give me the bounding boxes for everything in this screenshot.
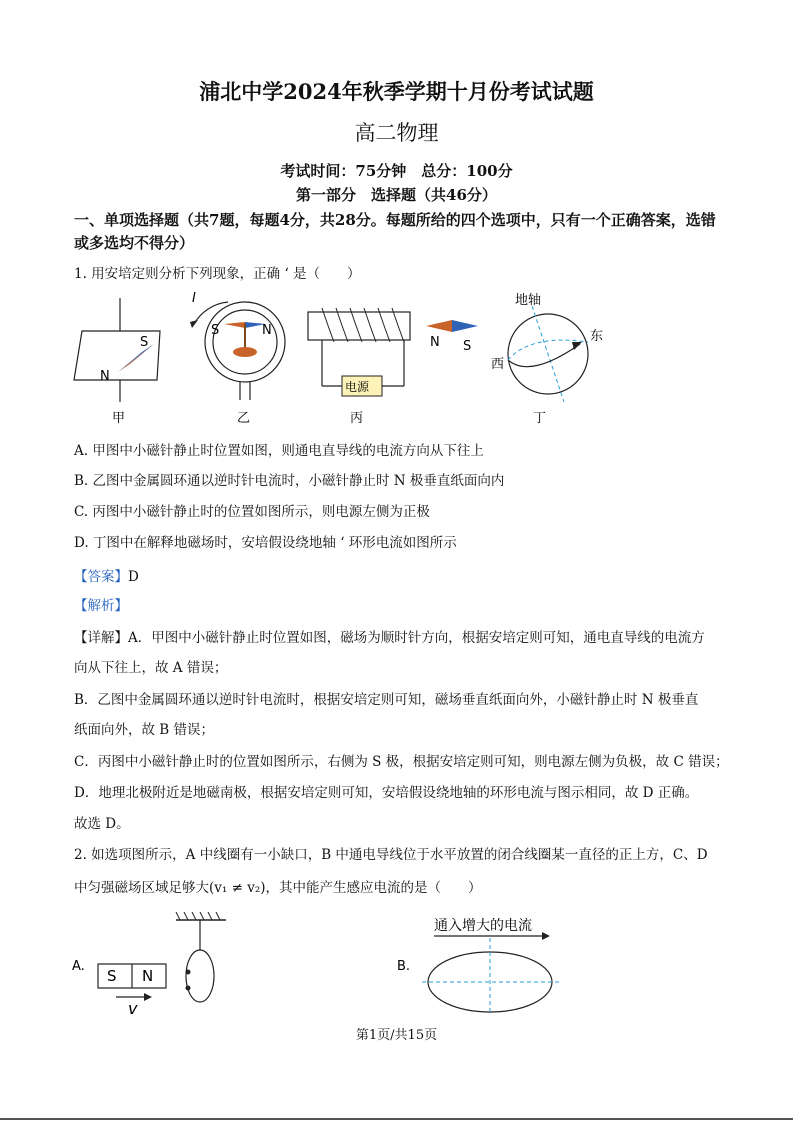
q2-stem-line1: 2. 如选项图所示，A 中线圈有一小缺口，B 中通电导线位于水平放置的闭合线圈某一直径的正上方，C、D [74,847,708,863]
q2-figure-b [397,917,560,1012]
figure-ding [491,292,603,426]
east-label: 东 [590,329,604,344]
west-label: 西 [491,357,505,372]
q1-stem: 1. 用安培定则分析下列现象，正确 ʻ 是（ ） [74,266,361,282]
caption-ding: 丁 [533,411,547,426]
figure-jia [74,298,160,426]
explanation-line: C．丙图中小磁针静止时的位置如图所示，右侧为 S 极，根据安培定则可知，则电源左侧为负极，故 C 错误； [74,754,729,770]
current-text: 通入增大的电流 [434,918,532,934]
caption-jia: 甲 [112,411,126,426]
q1-analysis [74,594,128,614]
part-heading: 第一部分 选择题（共46分） [296,186,497,204]
q1-option-b: B. 乙图中金属圆环通以逆时针电流时，小磁针静止时 N 极垂直纸面向内 [74,473,505,489]
q2-figure-a [72,912,226,1018]
label-n: N [262,323,272,338]
label-s: S [140,335,149,350]
q1-answer [74,565,139,585]
power-source-label: 电源 [345,380,370,394]
explanation-line: 故选 D。 [74,816,130,832]
explanation-line: 向从下往上，故 A 错误； [74,660,228,676]
label-n: N [100,369,110,384]
page-bottom-border [0,1118,793,1120]
label-s: S [211,323,220,338]
explanation-line: 【详解】A．甲图中小磁针静止时位置如图，磁场为顺时针方向，根据安培定则可知，通电直导线的电流方 [74,630,705,646]
q2-stem-line2: 中匀强磁场区域足够大(v₁ ≠ v₂)，其中能产生感应电流的是（ ） [74,880,482,896]
q2-figures [70,910,590,1020]
axis-label: 地轴 [515,293,542,308]
caption-yi: 乙 [237,411,251,426]
magnet-n-label: N [142,967,154,985]
exam-info: 考试时间：75分钟 总分：100分 [280,162,513,180]
caption-bing: 丙 [350,411,364,426]
option-label: A. [72,959,85,974]
label-n: N [430,335,440,350]
page-footer: 第1页/共15页 [355,1028,438,1043]
answer-tag: 【答案】 [74,569,128,585]
explanation-line: D．地理北极附近是地磁南极，根据安培定则可知，安培假设绕地轴的环形电流与图示相同，故 D 正确。 [74,785,699,801]
q1-option-a: A. 甲图中小磁针静止时位置如图，则通电直导线的电流方向从下往上 [74,443,484,459]
option-label: B. [397,959,411,974]
explanation-line: 纸面向外，故 B 错误； [74,722,215,738]
q1-option-c: C. 丙图中小磁针静止时的位置如图所示，则电源左侧为正极 [74,504,430,520]
figure-yi [190,291,285,426]
section-heading: 一、单项选择题（共7题，每题4分，共28分。每题所给的四个选项中，只有一个正确答案，选错或多选均不得分） [74,211,716,252]
label-s: S [463,339,472,354]
velocity-label: v [128,999,138,1018]
figure-bing [308,308,478,426]
q1-figures [60,284,620,432]
page-title: 浦北中学2024年秋季学期十月份考试试题 [199,79,594,104]
page-subtitle: 高二物理 [354,121,439,145]
magnet-s-label: S [107,967,117,985]
analysis-tag: 【解析】 [74,598,128,614]
explanation-line: B．乙图中金属圆环通以逆时针电流时，根据安培定则可知，磁场垂直纸面向外，小磁针静止时 N 极垂直 [74,692,699,708]
q1-option-d: D. 丁图中在解释地磁场时，安培假设绕地轴 ʻ 环形电流如图所示 [74,535,457,551]
current-label: I [192,291,196,306]
answer-value: D [128,569,139,585]
